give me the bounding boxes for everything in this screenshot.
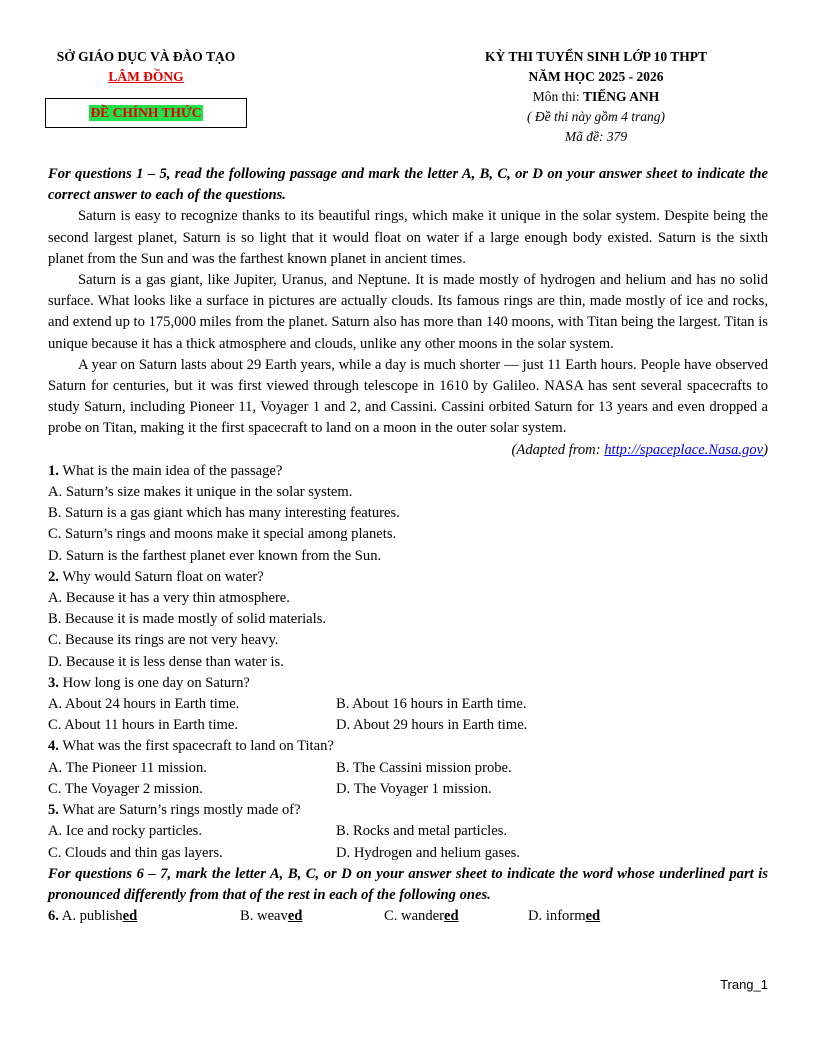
source-suffix: ) [763,441,768,458]
pages-note: ( Đề thi này gồm 4 trang) [527,109,665,124]
option-word-stem: A. publish [58,908,123,925]
passage-paragraph: Saturn is easy to recognize thanks to its beautiful rings, which make it unique in the solar system. Despite being the second largest planet, Saturn is so light that it would float on water if a large enough body existed. Saturn is the sixth planet from the Sun and was the farthest known planet in ancient times. [48,208,768,267]
question-text: What is the main idea of the passage? [58,462,283,479]
option: A. Ice and rocky particles. [48,823,202,840]
option: A. Because it has a very thin atmosphere. [48,590,290,607]
underlined-part: ed [287,908,303,925]
option: A. About 24 hours in Earth time. [48,696,240,713]
underlined-part: ed [122,908,138,925]
option-row [48,779,768,800]
underlined-part: ed [585,908,601,925]
question-1 [48,461,768,482]
underlined-part: ed [443,908,459,925]
question-5 [48,800,768,821]
exam-title: KỲ THI TUYỂN SINH LỚP 10 THPT [484,49,708,64]
option: C. The Voyager 2 mission. [48,780,203,797]
section2-instruction: For questions 6 – 7, mark the letter A, B, C, or D on your answer sheet to indicate the word whose underlined part is pronounced differently from that of the rest in each of the following ones. [48,865,768,903]
source-prefix: (Adapted from: [511,441,605,458]
option-row [48,758,768,779]
option: B. Because it is made mostly of solid materials. [48,611,327,628]
option: C. About 11 hours in Earth time. [48,717,238,734]
option: D. Saturn is the farthest planet ever known from the Sun. [48,547,382,564]
question-number: 4. [48,738,59,755]
header-right [456,47,736,147]
passage-paragraph: Saturn is a gas giant, like Jupiter, Uranus, and Neptune. It is made mostly of hydrogen and helium and has no solid surface. What looks like a surface in pictures are actually clouds. Its famous rings are thin, made mostly of ice and rocks, and extend up to 175,000 miles from the planet. Saturn also has more than 140 moons, with Titan being the largest. Titan is unique because it has a thick atmosphere and clouds, unlike any other moons in the solar system. [48,272,768,352]
section1-instruction: For questions 1 – 5, read the following passage and mark the letter A, B, C, or D on your answer sheet to indicate the correct answer to each of the questions. [48,166,768,204]
option-row [48,715,768,736]
exam-code: Mã đề: 379 [564,129,628,144]
option [240,906,384,927]
question-3 [48,673,768,694]
option: C. Because its rings are not very heavy. [48,632,279,649]
passage-paragraph: A year on Saturn lasts about 29 Earth years, while a day is much shorter — just 11 Earth hours. People have observed Saturn for centuries, but it was first viewed through telescope in 1610 by Galileo. NASA has sent several spacecrafts to study Saturn, including Pioneer 11, Voyager 1 and 2, and Cassini. Cassini orbited Saturn for 13 years and even dropped a probe on Titan, making it the first spacecraft to land on a moon in the outer solar system. [48,356,768,437]
question-text: How long is one day on Saturn? [58,674,250,691]
source-link[interactable]: http://spaceplace.Nasa.gov [604,441,764,458]
question-number: 5. [48,802,59,819]
passage-source [48,440,768,461]
question-text: What are Saturn’s rings mostly made of? [58,802,301,819]
option: A. The Pioneer 11 mission. [48,759,207,776]
option-word-stem: B. weav [240,908,288,925]
option-row [48,843,768,864]
question-text: What was the first spacecraft to land on Titan? [58,738,334,755]
option-word-stem: D. inform [528,908,586,925]
option [528,906,600,927]
question-2 [48,567,768,588]
question-number: 3. [48,674,59,691]
option: A. Saturn’s size makes it unique in the solar system. [48,484,353,501]
option: B. Rocks and metal particles. [336,823,508,840]
exam-content [48,164,768,927]
option: B. Saturn is a gas giant which has many interesting features. [48,505,400,522]
header-left [36,47,256,87]
question-text: Why would Saturn float on water? [58,568,264,585]
question-number: 6. [48,908,59,925]
province-name: LÂM ĐỒNG [108,69,184,84]
option-row [48,821,768,842]
option: D. The Voyager 1 mission. [336,780,492,797]
option: B. About 16 hours in Earth time. [336,696,527,713]
department-name: SỞ GIÁO DỤC VÀ ĐÀO TẠO [56,49,236,64]
subject-line [456,87,736,107]
option: C. Saturn’s rings and moons make it special among planets. [48,526,397,543]
option: D. Because it is less dense than water is. [48,653,284,670]
question-6 [48,906,768,927]
option [384,906,528,927]
option-row [48,694,768,715]
question-number: 1. [48,462,59,479]
school-year: NĂM HỌC 2025 - 2026 [528,69,664,84]
official-exam-box [45,98,247,128]
subject-label: Môn thi: [532,89,584,104]
option-word-stem: C. wander [384,908,444,925]
question-4 [48,736,768,757]
option: C. Clouds and thin gas layers. [48,844,223,861]
option: D. About 29 hours in Earth time. [336,717,528,734]
option [48,906,240,927]
page-number: Trang_1 [720,977,768,992]
option: D. Hydrogen and helium gases. [336,844,521,861]
question-number: 2. [48,568,59,585]
official-exam-label: ĐỀ CHÍNH THỨC [90,105,202,120]
option: B. The Cassini mission probe. [336,759,512,776]
subject-name: TIẾNG ANH [583,89,660,104]
